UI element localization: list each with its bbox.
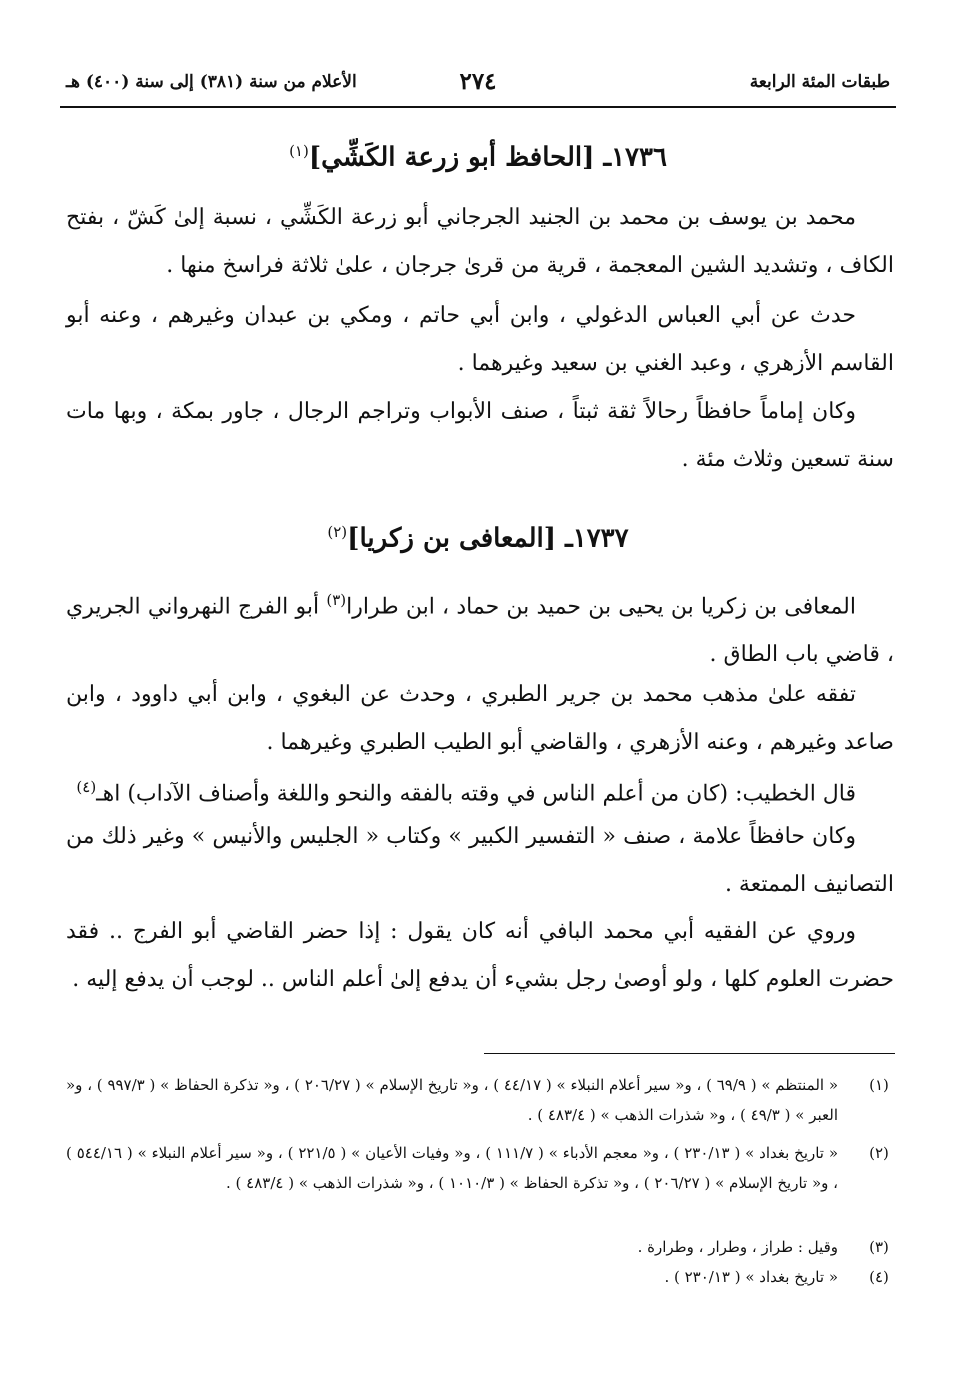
paragraph	[66, 763, 894, 818]
paragraph: محمد بن يوسف بن محمد بن الجنيد الجرجاني أبو زرعة الكَشِّي ، نسبة إلىٰ كَشّ ، بفتح الكاف ، وتشديد الشين المعجمة ، قرية من قرىٰ جرجان ، علىٰ ثلاثة فراسخ منها .	[66, 205, 894, 278]
footnote-number: (٣)	[869, 1238, 889, 1256]
paragraph: حدث عن أبي العباس الدغولي ، وابن أبي حاتم ، ومكي بن عبدان وغيرهم ، وعنه أبو القاسم الأزهري ، وعبد الغني بن سعيد وغيرهما .	[66, 303, 894, 376]
entry-heading-1736	[60, 142, 896, 173]
entry-title: ١٧٣٦ـ [الحافظ أبو زرعة الكَشِّي]	[308, 142, 667, 173]
running-title-right: طبقات المئة الرابعة	[749, 72, 890, 92]
running-title-left: الأعلام من سنة (٣٨١) إلى سنة (٤٠٠) هـ	[66, 72, 357, 92]
footnote-number: (٢)	[869, 1144, 889, 1162]
paragraph: وكان إماماً حافظاً رحالاً ثقة ثبتاً ، صنف الأبواب وتراجم الرجال ، جاور بمكة ، وبها مات سنة تسعين وثلاث مئة .	[66, 399, 894, 472]
entry-heading-1737	[60, 523, 896, 554]
paragraph: تفقه علىٰ مذهب محمد بن جرير الطبري ، وحدث عن البغوي ، وابن أبي داوود ، وابن صاعد وغيرهم ، وعنه الأزهري ، والقاضي أبو الطيب الطبري وغيرهما .	[66, 682, 894, 755]
footnote-text: « تاريخ بغداد » ( ٢٣٠/١٣ ) .	[664, 1268, 838, 1286]
footnote-ref: (٣)	[326, 591, 347, 609]
footnote-separator	[484, 1053, 895, 1054]
paragraph: وكان حافظاً علامة ، صنف « التفسير الكبير » وكتاب « الجليس والأنيس » وغير ذلك من التصانيف الممتعة .	[66, 824, 894, 897]
footnote-ref: (٤)	[76, 778, 97, 796]
footnote	[66, 1138, 894, 1198]
footnote-text: « المنتظم » ( ٦٩/٩ ) ، و« سير أعلام النبلاء » ( ٤٤/١٧ ) ، و« تاريخ الإسلام » ( ٢٠٦/٢٧ ) ، و« تذكرة الحفاظ » ( ٩٩٧/٣ ) ، و« العبر » ( ٤٩/٣ ) ، و« شذرات الذهب » ( ٤٨٣/٤ ) .	[66, 1076, 839, 1124]
footnote-number: (٤)	[869, 1268, 889, 1286]
footnote-text: « تاريخ بغداد » ( ٢٣٠/١٣ ) ، و« معجم الأدباء » ( ١١١/٧ ) ، و« وفيات الأعيان » ( ٢٢١/٥ ) ، و« سير أعلام النبلاء » ( ٥٤٤/١٦ ) ، و« تاريخ الإسلام » ( ٢٠٦/٢٧ ) ، و« تذكرة الحفاظ » ( ١٠١٠/٣ ) ، و« شذرات الذهب » ( ٤٨٣/٤ ) .	[66, 1144, 838, 1192]
footnote-ref: (١)	[289, 142, 309, 160]
entry-title: ١٧٣٧ـ [المعافى بن زكريا]	[347, 523, 629, 554]
footnote-number: (١)	[869, 1076, 889, 1094]
paragraph-text: قال الخطيب: (كان من أعلم الناس في وقته بالفقه والنحو واللغة وأصناف الآداب) اهـ	[96, 781, 856, 807]
page-number: ٢٧٤	[459, 68, 497, 95]
footnote	[66, 1262, 894, 1292]
paragraph: وروي عن الفقيه أبي محمد البافي أنه كان يقول : إذا حضر القاضي أبو الفرج .. فقد حضرت العلوم كلها ، ولو أوصىٰ رجل بشيء أن يدفع إلىٰ أعلم الناس .. لوجب أن يدفع إليه .	[66, 919, 894, 992]
paragraph-text: المعافى بن زكريا بن يحيى بن حميد بن حماد ، ابن طرارا	[346, 594, 856, 620]
paragraph-text: أبو الفرج النهرواني الجريري ، قاضي باب الطاق .	[66, 594, 894, 668]
footnote-text: وقيل : طراز ، وطرار ، وطرارة .	[637, 1238, 838, 1256]
paragraph	[66, 576, 894, 679]
footnote	[66, 1070, 894, 1130]
footnote-ref: (٢)	[327, 523, 348, 541]
running-header	[60, 66, 896, 108]
footnote	[66, 1232, 894, 1262]
